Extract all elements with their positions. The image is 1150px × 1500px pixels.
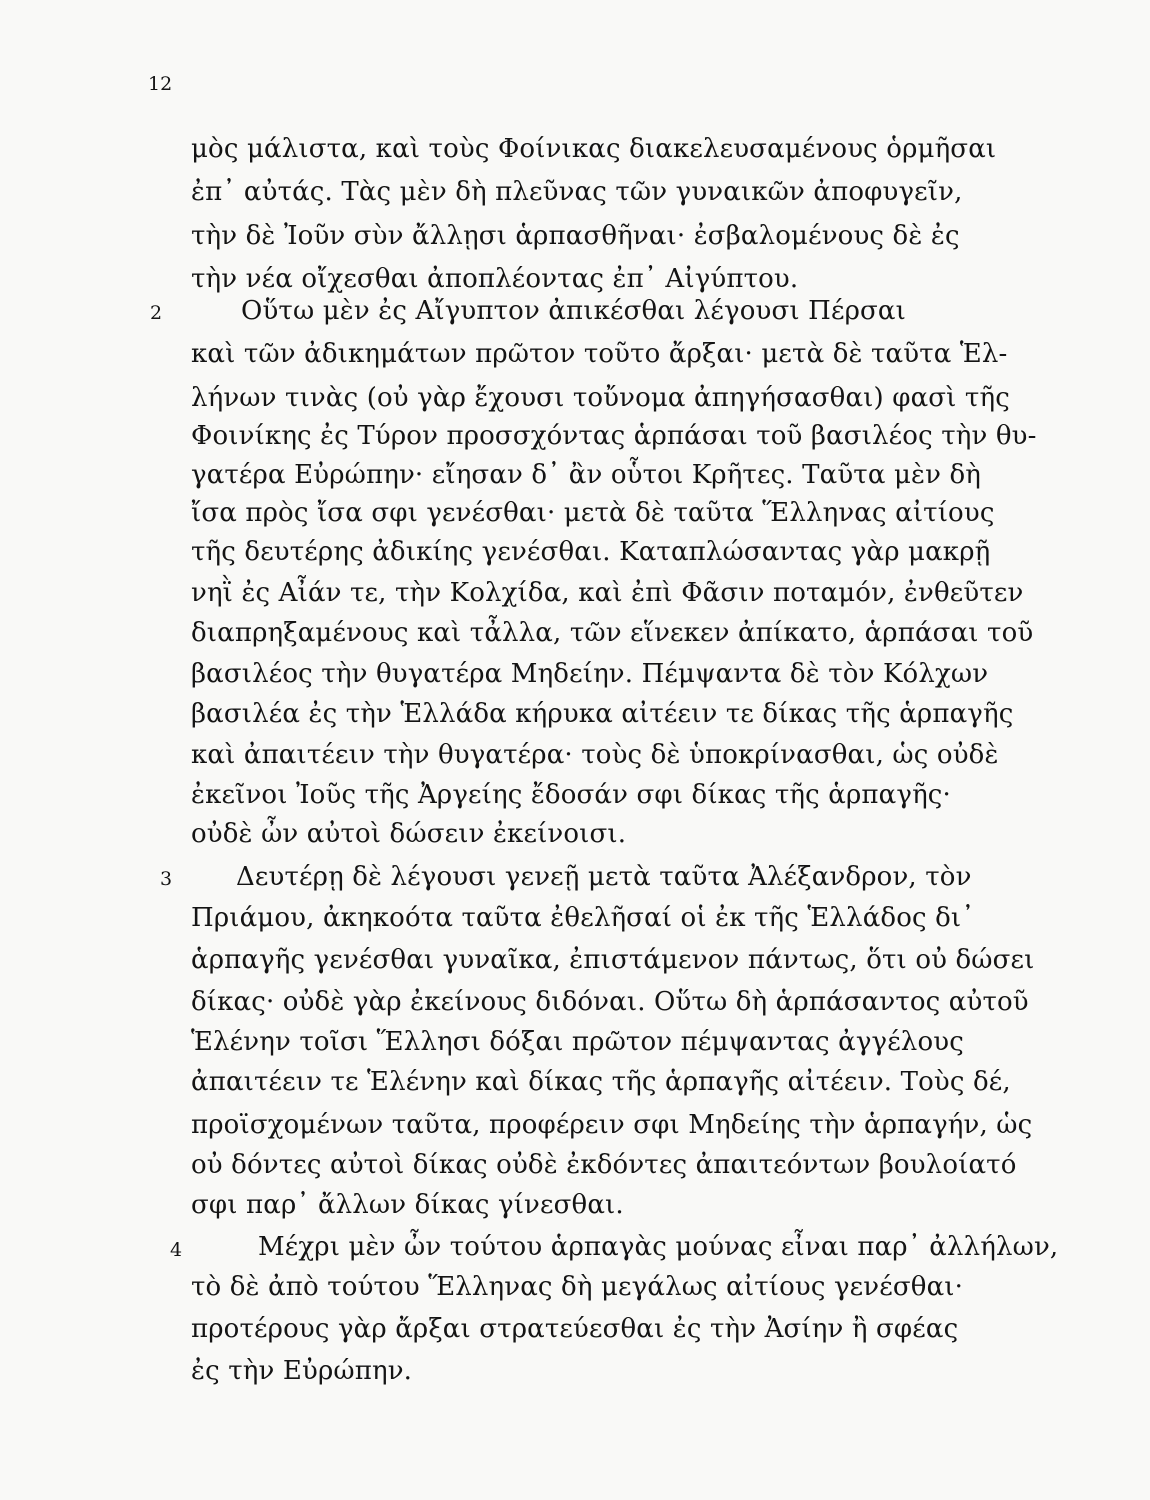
text-line: Οὕτω μὲν ἐς Αἴγυπτον ἀπικέσθαι λέγουσι Πέρσαι [241, 296, 906, 326]
text-line: προϊσχομένων ταῦτα, προφέρειν σφι Μηδείης τὴν ἁρπαγήν, ὡς [191, 1110, 1033, 1140]
text-line: σφι παρ᾽ ἄλλων δίκας γίνεσθαι. [191, 1190, 624, 1220]
page-number: 12 [148, 73, 173, 95]
text-line: Μέχρι μὲν ὦν τούτου ἁρπαγὰς μούνας εἶναι παρ᾽ ἀλλήλων, [258, 1232, 1059, 1262]
text-line: δίκας· οὐδὲ γὰρ ἐκείνους διδόναι. Οὕτω δὴ ἁρπάσαντος αὐτοῦ [191, 987, 1029, 1017]
text-line: οὐ δόντες αὐτοὶ δίκας οὐδὲ ἐκδόντες ἀπαιτεόντων βουλοίατό [191, 1150, 1017, 1180]
text-line: ἐπ᾽ αὐτάς. Τὰς μὲν δὴ πλεῦνας τῶν γυναικῶν ἀποφυγεῖν, [191, 177, 963, 207]
text-line: τὴν δὲ Ἰοῦν σὺν ἄλλῃσι ἁρπασθῆναι· ἐσβαλομένους δὲ ἐς [191, 221, 960, 251]
text-line: καὶ τῶν ἀδικημάτων πρῶτον τοῦτο ἄρξαι· μετὰ δὲ ταῦτα Ἑλ- [191, 339, 1008, 369]
text-line: τὴν νέα οἴχεσθαι ἀποπλέοντας ἐπ᾽ Αἰγύπτου. [191, 264, 799, 294]
text-line: βασιλέος τὴν θυγατέρα Μηδείην. Πέμψαντα δὲ τὸν Κόλχων [191, 659, 989, 689]
section-number-3: 3 [160, 868, 173, 890]
text-line: ἐς τὴν Εὐρώπην. [191, 1356, 413, 1386]
text-line: Φοινίκης ἐς Τύρον προσσχόντας ἁρπάσαι τοῦ βασιλέος τὴν θυ- [191, 421, 1037, 451]
text-line: ἐκεῖνοι Ἰοῦς τῆς Ἀργείης ἔδοσάν σφι δίκας τῆς ἁρπαγῆς· [191, 780, 951, 810]
text-line: βασιλέα ἐς τὴν Ἑλλάδα κήρυκα αἰτέειν τε δίκας τῆς ἁρπαγῆς [191, 699, 1014, 729]
text-line: ἁρπαγῆς γενέσθαι γυναῖκα, ἐπιστάμενον πάντως, ὅτι οὐ δώσει [191, 945, 1035, 975]
text-line: ἀπαιτέειν τε Ἑλένην καὶ δίκας τῆς ἁρπαγῆς αἰτέειν. Τοὺς δέ, [191, 1067, 1011, 1097]
text-line: τῆς δευτέρης ἀδικίης γενέσθαι. Καταπλώσαντας γὰρ μακρῇ [191, 537, 991, 567]
text-line: τὸ δὲ ἀπὸ τούτου Ἕλληνας δὴ μεγάλως αἰτίους γενέσθαι· [191, 1272, 964, 1302]
text-line: λήνων τινὰς (οὐ γὰρ ἔχουσι τοὔνομα ἀπηγήσασθαι) φασὶ τῆς [191, 383, 1010, 413]
text-line: καὶ ἀπαιτέειν τὴν θυγατέρα· τοὺς δὲ ὑποκρίνασθαι, ὡς οὐδὲ [191, 740, 999, 770]
text-line: ἴσα πρὸς ἴσα σφι γενέσθαι· μετὰ δὲ ταῦτα Ἕλληνας αἰτίους [191, 498, 995, 528]
text-line: προτέρους γὰρ ἄρξαι στρατεύεσθαι ἐς τὴν Ἀσίην ἢ σφέας [191, 1314, 959, 1344]
text-line: νηῒ ἐς Αἶάν τε, τὴν Κολχίδα, καὶ ἐπὶ Φᾶσιν ποταμόν, ἐνθεῦτεν [191, 578, 1024, 608]
text-line: γατέρα Εὐρώπην· εἴησαν δ᾽ ἂν οὗτοι Κρῆτες. Ταῦτα μὲν δὴ [191, 460, 981, 490]
text-line: Ἑλένην τοῖσι Ἕλλησι δόξαι πρῶτον πέμψαντας ἀγγέλους [191, 1027, 964, 1057]
text-line: Δευτέρῃ δὲ λέγουσι γενεῇ μετὰ ταῦτα Ἀλέξανδρον, τὸν [236, 862, 972, 892]
text-line: μὸς μάλιστα, καὶ τοὺς Φοίνικας διακελευσαμένους ὁρμῆσαι [191, 134, 997, 164]
text-line: Πριάμου, ἀκηκοότα ταῦτα ἐθελῆσαί οἱ ἐκ τῆς Ἑλλάδος δι᾽ [191, 903, 975, 933]
text-line: οὐδὲ ὦν αὐτοὶ δώσειν ἐκείνοισι. [191, 819, 627, 849]
section-number-2: 2 [150, 302, 163, 324]
text-line: διαπρηξαμένους καὶ τἆλλα, τῶν εἵνεκεν ἀπίκατο, ἁρπάσαι τοῦ [191, 618, 1034, 648]
section-number-4: 4 [170, 1239, 183, 1261]
